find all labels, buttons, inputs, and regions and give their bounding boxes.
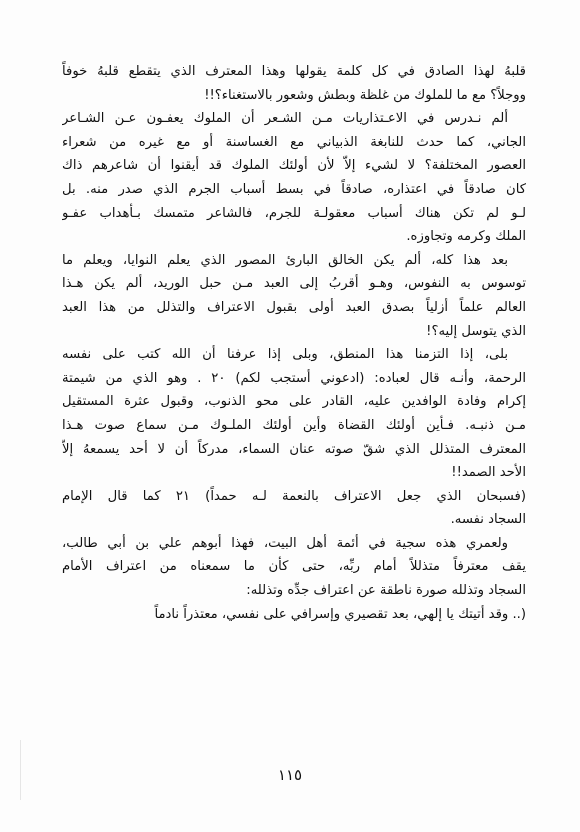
text-line: السجاد وتذلله صورة ناطقة عن اعتراف جدِّه وتذلله: [246, 583, 526, 599]
text-line: كان صادقاً في اعتذاره، صادقاً في بسط أسباب الجرم الذي صدر منه. بل [62, 181, 526, 197]
text-line: الأحد الصمد!! [451, 465, 526, 481]
text-line: ألم نـدرس في الاعـتذاريات مـن الشـعر أن الملوك يعفـون عـن الشـاعر [62, 111, 508, 127]
text-line: العصور المختلفة؟ لا لشيء إلاّ لأن أولئك الملوك قد أيقنوا أن شاعرهم ذاك [62, 158, 526, 174]
page-number: ١١٥ [277, 766, 303, 784]
paragraph [62, 343, 526, 485]
paragraph [62, 107, 526, 249]
text-line: ووجلاً؟ مع ما للملوك من غلظة وبطش وشعور بالاستغناء؟!! [204, 87, 526, 103]
text-line: (فسبحان الذي جعل الاعتراف بالنعمة لـه حمداً) ٢١ كما قال الإمام [62, 488, 526, 504]
text-line: توسوس به النفوس، وهـو أقربُ إلى العبد مـن حبل الوريد، ألم يكن هـذا [62, 276, 526, 292]
text-line: السجاد نفسه. [450, 512, 526, 528]
text-line: قلبهُ لهذا الصادق في كل كلمة يقولها وهذا المعترف الذي يتقطع قلبهُ خوفاً [62, 64, 526, 79]
text-line: الجاني، كما حدث للنابغة الذبياني مع الغساسنة أو مع غيره من شعراء [62, 134, 526, 150]
text-line: مـن ذنبـه. فـأين أولئك القضاة وأين أولئك الملـوك مـن سماع صوت هـذا [62, 417, 526, 433]
text-line: لـو لم تكن هناك أسباب معقولـة للجرم، فالشاعر متمسك بـأهداب عفـو [62, 205, 526, 221]
paragraph [62, 485, 526, 532]
text-line: (.. وقد أتيتك يا إلهي، بعد تقصيري وإسرافي على نفسي، معتذراً نادماً [154, 606, 526, 622]
paragraph [62, 60, 526, 107]
text-line: المعترف المتذلل الذي شقّ صوته عنان السماء، مدركاً أن لا أحد يسمعهُ إلاّ [62, 441, 526, 457]
paragraph [62, 249, 526, 343]
text-line: الملك وكرمه وتجاوزه. [406, 229, 526, 245]
text-line: بعد هذا كله، ألم يكن الخالق البارئ المصور الذي يعلم النوايا، ويعلم ما [62, 252, 508, 268]
text-line: إكرام وفادة الوافدين عليه، القادر على محو الذنوب، وقبول عثرة المستقيل [62, 394, 526, 410]
text-line: ولعمري هذه سجية في أئمة أهل البيت، فهذا أبوهم علي بن أبي طالب، [62, 535, 508, 551]
text-line: الذي يتوسل إليه؟! [426, 323, 526, 339]
body-text [62, 60, 526, 626]
paragraph [62, 603, 526, 627]
text-line: بلى، إذا التزمنا هذا المنطق، وبلى إذا عرفنا أن الله كتب على نفسه [62, 347, 508, 363]
paragraph [62, 532, 526, 603]
text-line: يقف معترفاً متذللاً أمام ربِّه، حتى كأن ما سمعناه من اعتراف الأمام [62, 559, 526, 575]
text-line: العالم علماً أزلياً بصدق العبد أولى بقبول الاعتراف والتذلل من هذا العبد [62, 299, 526, 315]
text-line: الرحمة، وأنـه قال لعباده: (ادعوني أستجب لكم) ٢٠ . وهو الذي من شيمتة [62, 370, 526, 386]
